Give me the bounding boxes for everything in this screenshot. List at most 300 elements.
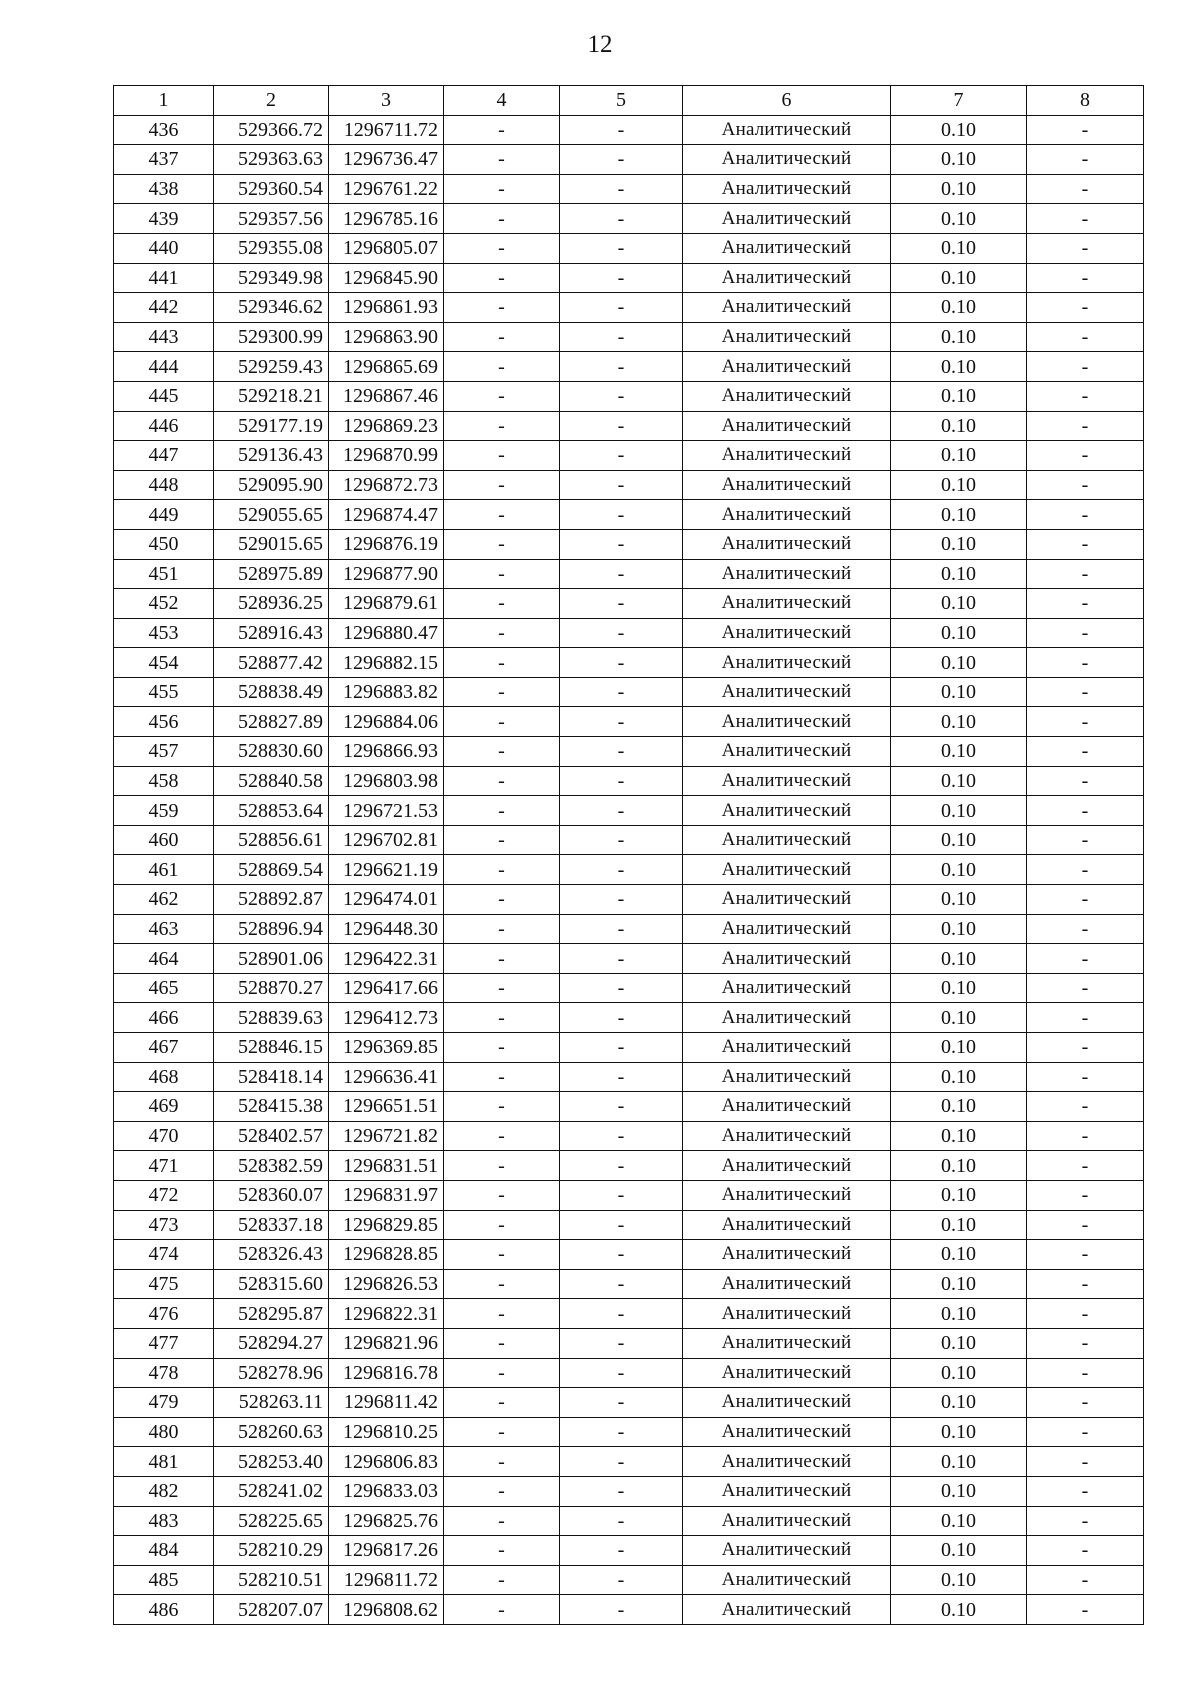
table-cell: 528916.43 — [214, 618, 329, 648]
table-cell: 443 — [114, 322, 214, 352]
table-cell: Аналитический — [683, 352, 891, 382]
table-cell: - — [444, 500, 560, 530]
table-row — [114, 648, 1144, 678]
table-cell: - — [444, 855, 560, 885]
table-row — [114, 914, 1144, 944]
table-cell: 464 — [114, 944, 214, 974]
table-cell: - — [560, 115, 683, 145]
table-row — [114, 1476, 1144, 1506]
table-cell: 474 — [114, 1240, 214, 1270]
table-cell: 1296702.81 — [329, 825, 444, 855]
table-cell: - — [560, 1506, 683, 1536]
table-row — [114, 855, 1144, 885]
table-cell: 1296474.01 — [329, 885, 444, 915]
table-row — [114, 1269, 1144, 1299]
table-cell: - — [444, 233, 560, 263]
table-cell: - — [444, 529, 560, 559]
table-cell: - — [560, 1447, 683, 1477]
table-cell: 479 — [114, 1388, 214, 1418]
table-cell: 1296866.93 — [329, 737, 444, 767]
table-cell: - — [444, 322, 560, 352]
table-cell: 0.10 — [891, 411, 1027, 441]
table-cell: 0.10 — [891, 825, 1027, 855]
table-cell: 0.10 — [891, 1121, 1027, 1151]
table-row — [114, 559, 1144, 589]
table-row — [114, 411, 1144, 441]
table-cell: - — [444, 1121, 560, 1151]
table-cell: 1296861.93 — [329, 293, 444, 323]
table-cell: - — [560, 1595, 683, 1625]
table-cell: - — [560, 1092, 683, 1122]
table-cell: - — [1027, 618, 1144, 648]
table-cell: Аналитический — [683, 1092, 891, 1122]
table-cell: 1296874.47 — [329, 500, 444, 530]
table-row — [114, 1536, 1144, 1566]
table-cell: 528294.27 — [214, 1328, 329, 1358]
table-cell: - — [444, 145, 560, 175]
table-cell: 1296867.46 — [329, 381, 444, 411]
table-cell: - — [1027, 352, 1144, 382]
table-cell: 475 — [114, 1269, 214, 1299]
table-cell: 0.10 — [891, 1092, 1027, 1122]
table-cell: 0.10 — [891, 145, 1027, 175]
table-cell: - — [1027, 1299, 1144, 1329]
table-cell: - — [1027, 174, 1144, 204]
table-cell: 528870.27 — [214, 973, 329, 1003]
table-cell: Аналитический — [683, 1565, 891, 1595]
table-cell: 528830.60 — [214, 737, 329, 767]
table-cell: - — [560, 233, 683, 263]
table-cell: 0.10 — [891, 500, 1027, 530]
table-row — [114, 1417, 1144, 1447]
table-cell: 1296412.73 — [329, 1003, 444, 1033]
column-header: 7 — [891, 86, 1027, 116]
table-cell: - — [560, 825, 683, 855]
table-cell: 0.10 — [891, 766, 1027, 796]
table-cell: - — [444, 914, 560, 944]
table-cell: - — [444, 885, 560, 915]
table-cell: - — [1027, 1062, 1144, 1092]
table-cell: - — [444, 1536, 560, 1566]
table-cell: 484 — [114, 1536, 214, 1566]
table-cell: Аналитический — [683, 914, 891, 944]
table-cell: 529177.19 — [214, 411, 329, 441]
table-cell: - — [560, 1417, 683, 1447]
table-row — [114, 973, 1144, 1003]
table-cell: 0.10 — [891, 1328, 1027, 1358]
table-cell: 0.10 — [891, 796, 1027, 826]
table-cell: 458 — [114, 766, 214, 796]
table-cell: Аналитический — [683, 1447, 891, 1477]
table-cell: - — [560, 677, 683, 707]
table-cell: 1296736.47 — [329, 145, 444, 175]
table-row — [114, 352, 1144, 382]
table-cell: - — [1027, 1240, 1144, 1270]
table-cell: 477 — [114, 1328, 214, 1358]
table-cell: - — [444, 470, 560, 500]
table-cell: 529349.98 — [214, 263, 329, 293]
table-cell: 0.10 — [891, 1003, 1027, 1033]
table-cell: - — [560, 1033, 683, 1063]
table-cell: Аналитический — [683, 1210, 891, 1240]
table-cell: Аналитический — [683, 1417, 891, 1447]
table-cell: - — [1027, 677, 1144, 707]
table-cell: - — [1027, 1092, 1144, 1122]
table-cell: - — [1027, 1536, 1144, 1566]
table-cell: Аналитический — [683, 1595, 891, 1625]
table-row — [114, 322, 1144, 352]
column-header: 6 — [683, 86, 891, 116]
table-cell: - — [560, 914, 683, 944]
table-cell: 529218.21 — [214, 381, 329, 411]
table-cell: 528263.11 — [214, 1388, 329, 1418]
table-cell: Аналитический — [683, 145, 891, 175]
table-cell: 0.10 — [891, 1151, 1027, 1181]
table-cell: 1296879.61 — [329, 589, 444, 619]
table-cell: 0.10 — [891, 204, 1027, 234]
table-cell: 0.10 — [891, 1240, 1027, 1270]
table-row — [114, 1595, 1144, 1625]
table-cell: Аналитический — [683, 677, 891, 707]
table-cell: - — [560, 441, 683, 471]
table-cell: - — [560, 1121, 683, 1151]
table-body — [114, 115, 1144, 1624]
table-cell: 0.10 — [891, 174, 1027, 204]
header-row — [114, 86, 1144, 116]
table-cell: 1296829.85 — [329, 1210, 444, 1240]
table-cell: 1296417.66 — [329, 973, 444, 1003]
table-cell: 463 — [114, 914, 214, 944]
table-cell: - — [560, 263, 683, 293]
table-cell: 0.10 — [891, 707, 1027, 737]
table-cell: 0.10 — [891, 589, 1027, 619]
table-cell: Аналитический — [683, 825, 891, 855]
table-cell: Аналитический — [683, 1062, 891, 1092]
table-cell: - — [1027, 1180, 1144, 1210]
column-header: 8 — [1027, 86, 1144, 116]
table-cell: - — [1027, 322, 1144, 352]
table-row — [114, 885, 1144, 915]
table-cell: - — [1027, 825, 1144, 855]
table-cell: 483 — [114, 1506, 214, 1536]
table-cell: Аналитический — [683, 1358, 891, 1388]
table-cell: - — [1027, 115, 1144, 145]
table-cell: Аналитический — [683, 293, 891, 323]
table-cell: - — [444, 1033, 560, 1063]
table-cell: - — [560, 1240, 683, 1270]
table-cell: 529355.08 — [214, 233, 329, 263]
table-row — [114, 470, 1144, 500]
table-cell: 462 — [114, 885, 214, 915]
table-cell: 528278.96 — [214, 1358, 329, 1388]
table-cell: - — [444, 1092, 560, 1122]
table-cell: Аналитический — [683, 1121, 891, 1151]
table-cell: 0.10 — [891, 1062, 1027, 1092]
column-header: 4 — [444, 86, 560, 116]
table-cell: - — [1027, 500, 1144, 530]
table-cell: 528846.15 — [214, 1033, 329, 1063]
table-cell: 0.10 — [891, 1210, 1027, 1240]
table-cell: - — [1027, 204, 1144, 234]
table-cell: - — [560, 1328, 683, 1358]
table-cell: 0.10 — [891, 263, 1027, 293]
table-row — [114, 677, 1144, 707]
table-cell: 0.10 — [891, 944, 1027, 974]
table-cell: 441 — [114, 263, 214, 293]
table-cell: 440 — [114, 233, 214, 263]
table-cell: - — [444, 1003, 560, 1033]
table-row — [114, 500, 1144, 530]
table-cell: - — [444, 707, 560, 737]
table-cell: - — [1027, 145, 1144, 175]
table-cell: 465 — [114, 973, 214, 1003]
table-cell: 528210.51 — [214, 1565, 329, 1595]
table-cell: - — [444, 648, 560, 678]
table-cell: 1296880.47 — [329, 618, 444, 648]
table-cell: - — [560, 707, 683, 737]
table-cell: 1296869.23 — [329, 411, 444, 441]
table-cell: - — [444, 737, 560, 767]
table-cell: - — [1027, 1447, 1144, 1477]
table-cell: Аналитический — [683, 1536, 891, 1566]
table-cell: 529095.90 — [214, 470, 329, 500]
column-header: 5 — [560, 86, 683, 116]
table-cell: - — [444, 618, 560, 648]
table-cell: - — [560, 973, 683, 1003]
table-cell: - — [560, 470, 683, 500]
table-cell: 1296863.90 — [329, 322, 444, 352]
table-row — [114, 293, 1144, 323]
table-row — [114, 1565, 1144, 1595]
table-cell: 1296621.19 — [329, 855, 444, 885]
table-cell: - — [1027, 1476, 1144, 1506]
table-cell: - — [444, 559, 560, 589]
table-cell: 528896.94 — [214, 914, 329, 944]
table-cell: 1296884.06 — [329, 707, 444, 737]
table-cell: 1296636.41 — [329, 1062, 444, 1092]
table-cell: - — [560, 1180, 683, 1210]
table-cell: 451 — [114, 559, 214, 589]
table-cell: Аналитический — [683, 529, 891, 559]
table-cell: 0.10 — [891, 470, 1027, 500]
table-cell: 437 — [114, 145, 214, 175]
table-cell: 485 — [114, 1565, 214, 1595]
table-cell: 528892.87 — [214, 885, 329, 915]
table-cell: 470 — [114, 1121, 214, 1151]
table-cell: Аналитический — [683, 441, 891, 471]
table-cell: 528326.43 — [214, 1240, 329, 1270]
table-cell: 1296828.85 — [329, 1240, 444, 1270]
table-cell: - — [1027, 855, 1144, 885]
page-number: 12 — [587, 31, 613, 58]
table-cell: - — [444, 174, 560, 204]
column-header: 3 — [329, 86, 444, 116]
table-cell: - — [560, 1151, 683, 1181]
table-cell: 455 — [114, 677, 214, 707]
table-cell: Аналитический — [683, 1269, 891, 1299]
table-cell: - — [444, 1328, 560, 1358]
table-cell: 1296870.99 — [329, 441, 444, 471]
table-cell: 1296806.83 — [329, 1447, 444, 1477]
table-cell: 1296845.90 — [329, 263, 444, 293]
table-cell: 0.10 — [891, 677, 1027, 707]
table-cell: Аналитический — [683, 707, 891, 737]
table-cell: - — [560, 1536, 683, 1566]
table-cell: 528877.42 — [214, 648, 329, 678]
table-cell: Аналитический — [683, 885, 891, 915]
table-cell: 0.10 — [891, 233, 1027, 263]
table-row — [114, 1121, 1144, 1151]
table-cell: Аналитический — [683, 737, 891, 767]
table-cell: 528260.63 — [214, 1417, 329, 1447]
table-cell: - — [1027, 1151, 1144, 1181]
table-cell: - — [1027, 1210, 1144, 1240]
table-cell: 1296805.07 — [329, 233, 444, 263]
table-cell: - — [1027, 1003, 1144, 1033]
table-cell: 0.10 — [891, 322, 1027, 352]
table-cell: Аналитический — [683, 204, 891, 234]
table-cell: - — [560, 293, 683, 323]
table-cell: - — [1027, 1358, 1144, 1388]
table-row — [114, 1092, 1144, 1122]
table-cell: Аналитический — [683, 1240, 891, 1270]
table-cell: 529055.65 — [214, 500, 329, 530]
table-cell: Аналитический — [683, 1328, 891, 1358]
table-cell: - — [444, 1388, 560, 1418]
table-cell: 476 — [114, 1299, 214, 1329]
table-row — [114, 944, 1144, 974]
table-cell: 1296422.31 — [329, 944, 444, 974]
table-cell: - — [444, 796, 560, 826]
table-cell: Аналитический — [683, 1388, 891, 1418]
table-cell: - — [444, 1447, 560, 1477]
table-cell: Аналитический — [683, 470, 891, 500]
table-cell: 1296808.62 — [329, 1595, 444, 1625]
table-cell: 528210.29 — [214, 1536, 329, 1566]
table-cell: 469 — [114, 1092, 214, 1122]
table-cell: 528975.89 — [214, 559, 329, 589]
table-cell: 528360.07 — [214, 1180, 329, 1210]
table-cell: 1296721.82 — [329, 1121, 444, 1151]
table-cell: 456 — [114, 707, 214, 737]
table-cell: - — [1027, 1388, 1144, 1418]
table-cell: 0.10 — [891, 1417, 1027, 1447]
table-cell: Аналитический — [683, 1033, 891, 1063]
table-cell: - — [444, 1240, 560, 1270]
table-cell: 442 — [114, 293, 214, 323]
table-cell: 0.10 — [891, 1299, 1027, 1329]
table-cell: 529360.54 — [214, 174, 329, 204]
table-cell: 528402.57 — [214, 1121, 329, 1151]
table-cell: - — [560, 1062, 683, 1092]
table-cell: 1296831.51 — [329, 1151, 444, 1181]
column-header: 2 — [214, 86, 329, 116]
table-cell: 436 — [114, 115, 214, 145]
table-cell: Аналитический — [683, 1476, 891, 1506]
table-cell: 1296721.53 — [329, 796, 444, 826]
table-cell: 438 — [114, 174, 214, 204]
table-cell: - — [1027, 973, 1144, 1003]
table-cell: - — [560, 944, 683, 974]
table-cell: - — [1027, 914, 1144, 944]
table-cell: 1296883.82 — [329, 677, 444, 707]
table-row — [114, 737, 1144, 767]
table-cell: 467 — [114, 1033, 214, 1063]
table-cell: 0.10 — [891, 293, 1027, 323]
table-cell: - — [560, 737, 683, 767]
table-cell: 1296825.76 — [329, 1506, 444, 1536]
table-cell: Аналитический — [683, 1151, 891, 1181]
table-cell: 528901.06 — [214, 944, 329, 974]
table-cell: 1296369.85 — [329, 1033, 444, 1063]
table-row — [114, 618, 1144, 648]
table-row — [114, 529, 1144, 559]
table-cell: - — [444, 381, 560, 411]
table-cell: - — [444, 1565, 560, 1595]
table-cell: Аналитический — [683, 796, 891, 826]
table-cell: 447 — [114, 441, 214, 471]
table-cell: Аналитический — [683, 174, 891, 204]
table-cell: 528936.25 — [214, 589, 329, 619]
table-cell: - — [444, 1269, 560, 1299]
table-cell: 472 — [114, 1180, 214, 1210]
table-cell: - — [560, 145, 683, 175]
table-cell: - — [444, 1151, 560, 1181]
table-row — [114, 796, 1144, 826]
table-cell: 1296711.72 — [329, 115, 444, 145]
table-cell: 1296826.53 — [329, 1269, 444, 1299]
table-cell: 1296817.26 — [329, 1536, 444, 1566]
table-cell: 529363.63 — [214, 145, 329, 175]
table-cell: - — [444, 1476, 560, 1506]
table-cell: 528295.87 — [214, 1299, 329, 1329]
table-cell: - — [444, 1062, 560, 1092]
table-cell: 1296785.16 — [329, 204, 444, 234]
table-cell: 0.10 — [891, 115, 1027, 145]
table-cell: - — [444, 411, 560, 441]
table-cell: - — [1027, 944, 1144, 974]
table-cell: - — [444, 1506, 560, 1536]
table-cell: 0.10 — [891, 1269, 1027, 1299]
table-cell: - — [560, 204, 683, 234]
column-header: 1 — [114, 86, 214, 116]
table-cell: 0.10 — [891, 1447, 1027, 1477]
table-cell: Аналитический — [683, 944, 891, 974]
table-cell: 528418.14 — [214, 1062, 329, 1092]
table-cell: Аналитический — [683, 855, 891, 885]
table-cell: 529136.43 — [214, 441, 329, 471]
table-cell: - — [560, 1269, 683, 1299]
table-cell: 529346.62 — [214, 293, 329, 323]
table-cell: - — [560, 352, 683, 382]
table-cell: - — [560, 1565, 683, 1595]
table-cell: 529357.56 — [214, 204, 329, 234]
table-cell: - — [1027, 529, 1144, 559]
table-cell: - — [560, 589, 683, 619]
table-cell: 0.10 — [891, 648, 1027, 678]
table-cell: 0.10 — [891, 1536, 1027, 1566]
table-cell: 0.10 — [891, 737, 1027, 767]
table-row — [114, 1299, 1144, 1329]
coordinates-table — [113, 85, 1144, 1625]
table-cell: 1296882.15 — [329, 648, 444, 678]
table-cell: 528382.59 — [214, 1151, 329, 1181]
table-cell: 528856.61 — [214, 825, 329, 855]
table-row — [114, 441, 1144, 471]
table-cell: 528253.40 — [214, 1447, 329, 1477]
table-cell: - — [444, 1210, 560, 1240]
table-cell: 1296865.69 — [329, 352, 444, 382]
